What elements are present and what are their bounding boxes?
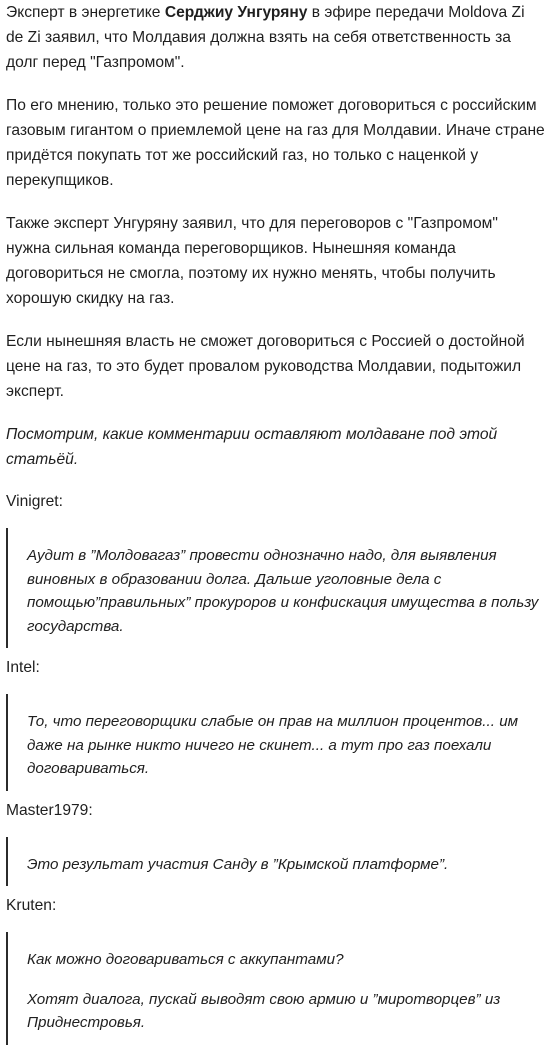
comment-text: Это результат участия Санду в ”Крымской платформе”. xyxy=(27,855,449,873)
comment-block xyxy=(6,655,546,791)
comment-text: Как можно договариваться с аккупантами? xyxy=(27,951,344,968)
article-paragraph-1 xyxy=(6,0,546,75)
comment-block xyxy=(6,893,546,1045)
comment-author: Master1979: xyxy=(6,801,93,819)
paragraph-text: Эксперт в энергетике xyxy=(6,4,165,21)
expert-name: Серджиу Унгуряну xyxy=(164,4,308,21)
comment-text: Хотят диалога, пускай выводят свою армию и ”миротворцев” из Приднестровья. xyxy=(27,990,501,1031)
article-paragraph-4: Если нынешняя власть не сможет договориться с Россией о достойной цене на газ, то это будет провалом руководства Молдавии, подытожил эксперт. xyxy=(6,333,525,400)
comment-block xyxy=(6,798,546,887)
article-paragraph-5: Посмотрим, какие комментарии оставляют молдаване под этой статьёй. xyxy=(6,426,498,468)
paragraph-text: в эфире передачи Moldova Zi de Zi заявил, что Молдавия должна взять на себя ответственность за долг перед "Газпромом". xyxy=(6,4,525,71)
comment-quote xyxy=(6,528,546,648)
article-paragraph-2: По его мнению, только это решение поможет договориться с российским газовым гигантом о приемлемой цене на газ для Молдавии. Иначе стране придётся покупать тот же российский газ, но только с наценкой у перекупщиков. xyxy=(6,97,545,189)
comment-quote xyxy=(6,837,546,887)
comment-author: Intel: xyxy=(6,659,40,676)
comment-text: Аудит в ”Молдовагаз” провести однозначно надо, для выявления виновных в образовании долга. Дальше уголовные дела с помощью”правильных” прокуроров и конфискация имущества в пользу государства. xyxy=(27,547,539,635)
article-paragraph-3: Также эксперт Унгуряну заявил, что для переговоров с "Газпромом" нужна сильная команда переговорщиков. Нынешняя команда договориться не смогла, поэтому их нужно менять, чтобы получить хорошую скидку на газ. xyxy=(6,215,498,307)
comment-quote xyxy=(6,932,546,1045)
comment-quote xyxy=(6,694,546,791)
comment-text: То, что переговорщики слабые он прав на миллион процентов... им даже на рынке никто ничего не скинет... а тут про газ поехали договариваться. xyxy=(27,713,519,777)
comment-author: Vinigret: xyxy=(6,493,63,510)
comment-author: Kruten: xyxy=(6,897,57,914)
comment-block xyxy=(6,489,546,648)
